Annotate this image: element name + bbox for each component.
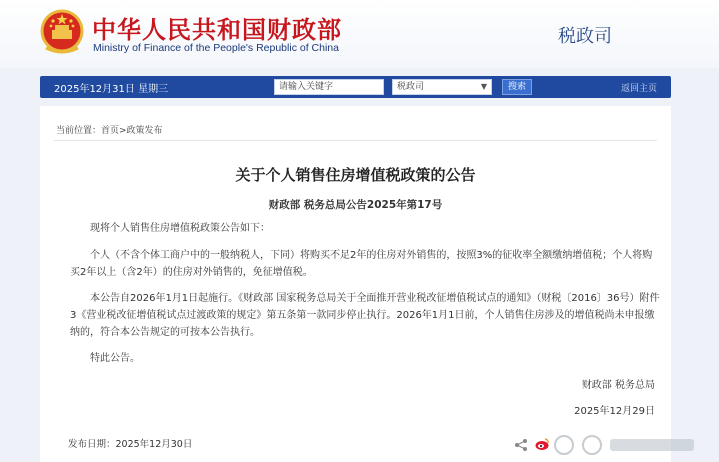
search-scope-value: 税政司 (397, 82, 425, 92)
nav-bar (40, 76, 671, 98)
department-name[interactable]: 税政司 (558, 26, 612, 47)
watermark-logo (552, 432, 702, 458)
article-paragraph: 个人（不含个体工商户中的一般纳税人，下同）将购买不足2年的住房对外销售的，按照3%的征收率全额缴纳增值税；个人将购买2年以上（含2年）的住房对外销售的，免征增值税。 (70, 250, 653, 278)
article-paragraph: 本公告自2026年1月1日起施行。《财政部 国家税务总局关于全面推开营业税改征增值税试点的通知》（财税〔2016〕36号）附件3《营业税改征增值税试点过渡政策的规定》第五条第一款同步停止执行。2026年1月1日前，个人销售住房涉及的增值税尚未申报缴纳的，符合本公告规定的可按本公告执行。 (70, 293, 660, 338)
content-panel (40, 106, 671, 462)
chevron-down-icon: ▼ (480, 82, 487, 91)
signature-organizations: 财政部 税务总局 (581, 380, 655, 391)
search-button[interactable]: 搜索 (502, 79, 532, 95)
weibo-icon[interactable] (534, 436, 550, 452)
breadcrumb[interactable]: 当前位置：首页>政策发布 (56, 126, 163, 136)
home-link[interactable]: 返回主页 (620, 84, 657, 94)
document-number: 财政部 税务总局公告2025年第17号 (268, 199, 443, 211)
national-emblem-icon (40, 8, 84, 56)
publish-date: 发布日期：2025年12月30日 (68, 439, 193, 450)
article-title: 关于个人销售住房增值税政策的公告 (235, 166, 476, 184)
article-paragraph: 特此公告。 (90, 353, 140, 364)
share-icon[interactable] (514, 438, 528, 452)
search-scope-select[interactable] (392, 79, 492, 95)
search-input[interactable]: 请输入关键字 (274, 79, 384, 95)
site-title[interactable]: 中华人民共和国财政部 (92, 16, 342, 44)
article-paragraph: 现将个人销售住房增值税政策公告如下： (90, 223, 270, 234)
divider (54, 140, 657, 141)
site-header (0, 0, 719, 68)
site-title-en: Ministry of Finance of the People's Republic of China (93, 42, 339, 54)
signature-date: 2025年12月29日 (574, 406, 655, 417)
current-date: 2025年12月31日 星期三 (54, 84, 169, 95)
